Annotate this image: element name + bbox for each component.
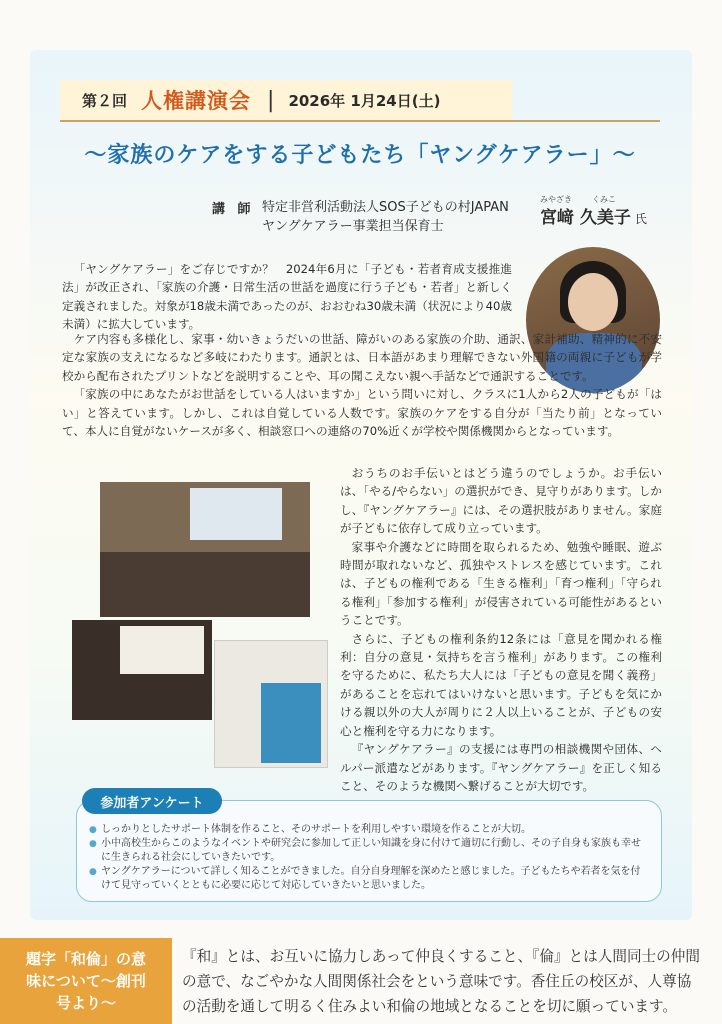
title-meaning-box [0, 938, 172, 1024]
lecturer-label: 講 師 [212, 202, 255, 217]
event-header [60, 80, 512, 120]
paragraph-2: ケア内容も多様化し、家事・幼いきょうだいの世話、障がいのある家族の介助、通訳、家計補助、精神的に不安定な家族の支えになるなど多岐にわたります。通訳とは、日本語があまり理解できない外国籍の両親に子どもが学校から配布されたプリントなどを説明することや、耳の聞こえない親へ手話などで通訳することです。 [62, 332, 662, 383]
paragraph-3: 「家族の中にあなたがお世話をしている人はいますか」という問いに対し、クラスに1人から2人の子どもが「はい」と答えています。しかし、これは自覚している人数です。家族のケアをする自分が「当たり前」となっていて、本人に自覚がないケースが多く、相談窓口への連絡の70%近くが学校や関係機関からとなっています。 [62, 387, 662, 439]
lecturer-org-line1: 特定非営利活動法人SOS子どもの村JAPAN [262, 200, 509, 215]
audience-area [100, 552, 310, 617]
paragraph-7: 『ヤングケアラー』の支援には専門の相談機関や団体、ヘルパー派遣などがあります。『ヤングケアラー』を正しく知ること、そのような機関へ繋げることが大切です。 [340, 742, 662, 793]
survey-item: ● ヤングケアラーについて詳しく知ることができました。自分自身理解を深めたと感じました。子どもたちや若者を気を付けて見守っていくとともに必要に応じて対応していきたいと思いました。 [89, 865, 645, 893]
paragraph-6: さらに、子どもの権利条約12条には「意見を聞かれる権利：自分の意見・気持ちを言う権利」があります。この権利を守るために、私たち大人には「子どもの意見を聞く義務」があることを忘れてはいけないと思います。子どもを気にかける親以外の大人が周りに２人以上いることが、子どもの安心と権利を守る力になります。 [340, 631, 662, 738]
ruby-family-name: みやざき [540, 195, 572, 204]
survey-item: ● しっかりとしたサポート体制を作ること、そのサポートを利用しやすい環境を作ることが大切。 [89, 823, 645, 837]
lecture-hall-photo [100, 482, 310, 617]
event-date: 2026年 1月24日(土) [288, 91, 441, 110]
ruby-given-name: くみこ [592, 195, 616, 204]
body-paragraph-intro [62, 260, 512, 334]
body-paragraphs-full [62, 330, 662, 440]
slide-screen [120, 626, 204, 674]
paragraph-5: 家事や介護などに時間を取られるため、勉強や睡眠、遊ぶ時間が取れないなど、孤独やストレスを感じています。これは、子どもの権利である「生きる権利」「育つ権利」「守られる権利」「参加する権利」が侵害されている可能性があるということです。 [340, 539, 662, 628]
title-meaning-heading: 題字「和倫」の意味について〜創刊号より〜 [25, 950, 146, 1012]
audience-photo [72, 620, 212, 720]
lecture-subtitle: 〜家族のケアをする子どもたち「ヤングケアラー」〜 [84, 143, 636, 168]
portrait-face [568, 273, 618, 331]
session-number: 第２回 [82, 91, 128, 110]
paragraph-1: 「ヤングケアラー」をご存じですか？ 2024年6月に「子ども・若者育成支援推進法」が改正され、「家族の介護・日常生活の世話を過度に行う子ども・若者」と新しく定義されました。対象が18歳未満であったのが、おおむね30歳未満（状況により40歳未満）に拡大しています。 [62, 262, 512, 332]
survey-label: 参加者アンケート [82, 788, 222, 814]
paragraph-4: おうちのお手伝いとはどう違うのでしょうか。お手伝いは、「やる/やらない」の選択ができ、見守りがあります。しかし、『ヤングケアラー』には、その選択肢がありません。家庭が子どもに依存して成り立っています。 [340, 466, 662, 536]
header-separator: | [267, 87, 275, 113]
survey-item: ● 小中高校生からこのようなイベントや研究会に参加して正しい知識を身に付けて適切に行動し、その子自身も家族も幸せに生きられる社会にしていきたいです。 [89, 837, 645, 865]
lecturer-affiliation [262, 198, 509, 236]
handout-booklet-photo [214, 640, 328, 768]
event-title: 人権講演会 [141, 89, 252, 113]
title-meaning-text: 『和』とは、お互いに協力しあって仲良くすること、『倫』とは人間同士の仲間の意で、なごやかな人間関係社会をという意味です。香住丘の校区が、人尊協の活動を通して明るく住みよい和倫の地域となることを切に願っています。 [182, 948, 700, 1015]
projection-screen [190, 488, 282, 540]
body-paragraphs-right [340, 464, 662, 795]
survey-box [76, 800, 662, 902]
lecturer-honorific: 氏 [634, 212, 647, 226]
survey-list [77, 801, 661, 893]
header-divider [60, 120, 660, 122]
booklet-cover [261, 683, 321, 763]
lecturer-name [540, 203, 647, 228]
lecturer-org-line2: ヤングケアラー事業担当保育士 [262, 219, 444, 234]
lecturer-name-text: 宮﨑 久美子 [540, 208, 631, 228]
